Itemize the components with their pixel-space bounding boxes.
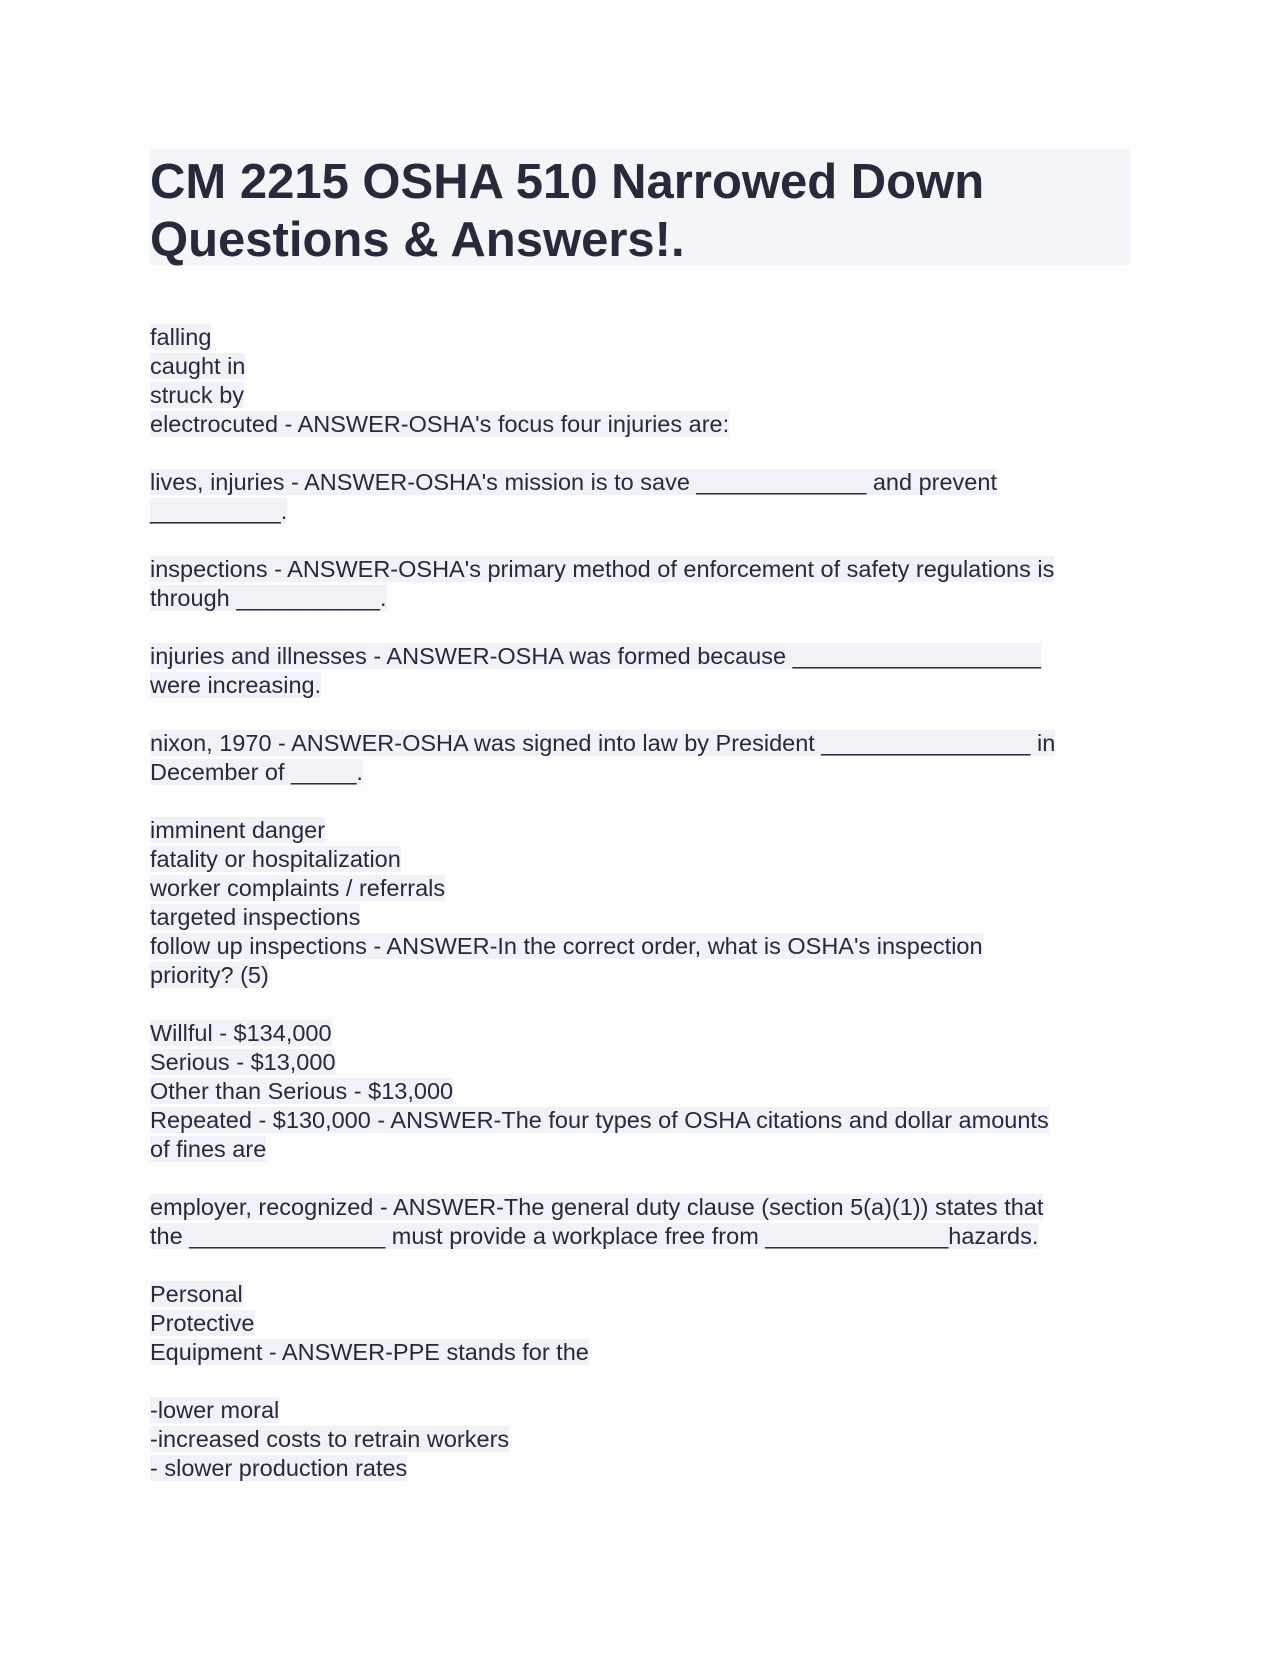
qa-item: [150, 729, 1140, 787]
qa-line: Personal: [150, 1281, 243, 1307]
title-block: [150, 149, 1130, 265]
qa-line: lives, injuries - ANSWER-OSHA's mission is to save _____________ and prevent: [150, 469, 997, 495]
qa-line: Willful - $134,000: [150, 1020, 332, 1046]
qa-line: the _______________ must provide a workplace free from ______________hazards.: [150, 1223, 1039, 1249]
qa-line: Other than Serious - $13,000: [150, 1078, 454, 1104]
qa-item: [150, 468, 1140, 526]
qa-line: priority? (5): [150, 962, 269, 988]
qa-line: Equipment - ANSWER-PPE stands for the: [150, 1339, 589, 1365]
qa-line: caught in: [150, 353, 246, 379]
qa-line: struck by: [150, 382, 245, 408]
qa-line: Serious - $13,000: [150, 1049, 336, 1075]
qa-line: __________.: [150, 498, 288, 524]
qa-line: follow up inspections - ANSWER-In the correct order, what is OSHA's inspection: [150, 933, 983, 959]
qa-item: [150, 816, 1140, 990]
qa-line: targeted inspections: [150, 904, 361, 930]
qa-item: [150, 642, 1140, 700]
qa-line: employer, recognized - ANSWER-The general duty clause (section 5(a)(1)) states that: [150, 1194, 1044, 1220]
qa-line: electrocuted - ANSWER-OSHA's focus four injuries are:: [150, 411, 730, 437]
qa-line: worker complaints / referrals: [150, 875, 446, 901]
qa-line: - slower production rates: [150, 1455, 408, 1481]
title-line-1: CM 2215 OSHA 510 Narrowed Down: [150, 155, 985, 209]
qa-line: falling: [150, 324, 212, 350]
qa-line: December of _____.: [150, 759, 363, 785]
qa-line: injuries and illnesses - ANSWER-OSHA was formed because ___________________: [150, 643, 1041, 669]
qa-line: Repeated - $130,000 - ANSWER-The four types of OSHA citations and dollar amounts: [150, 1107, 1049, 1133]
qa-item: [150, 1019, 1140, 1164]
qa-item: [150, 555, 1140, 613]
qa-line: of fines are: [150, 1136, 267, 1162]
qa-line: Protective: [150, 1310, 255, 1336]
qa-line: imminent danger: [150, 817, 326, 843]
qa-list: [150, 323, 1140, 1512]
qa-line: were increasing.: [150, 672, 322, 698]
qa-line: -increased costs to retrain workers: [150, 1426, 510, 1452]
qa-item: [150, 1193, 1140, 1251]
title-line-2: Questions & Answers!.: [150, 213, 685, 267]
qa-line: -lower moral: [150, 1397, 280, 1423]
page-title: [150, 149, 1130, 269]
qa-item: [150, 323, 1140, 439]
qa-line: through ___________.: [150, 585, 387, 611]
qa-item: [150, 1396, 1140, 1483]
qa-line: inspections - ANSWER-OSHA's primary method of enforcement of safety regulations is: [150, 556, 1055, 582]
qa-line: fatality or hospitalization: [150, 846, 401, 872]
qa-item: [150, 1280, 1140, 1367]
qa-line: nixon, 1970 - ANSWER-OSHA was signed into law by President ________________ in: [150, 730, 1056, 756]
